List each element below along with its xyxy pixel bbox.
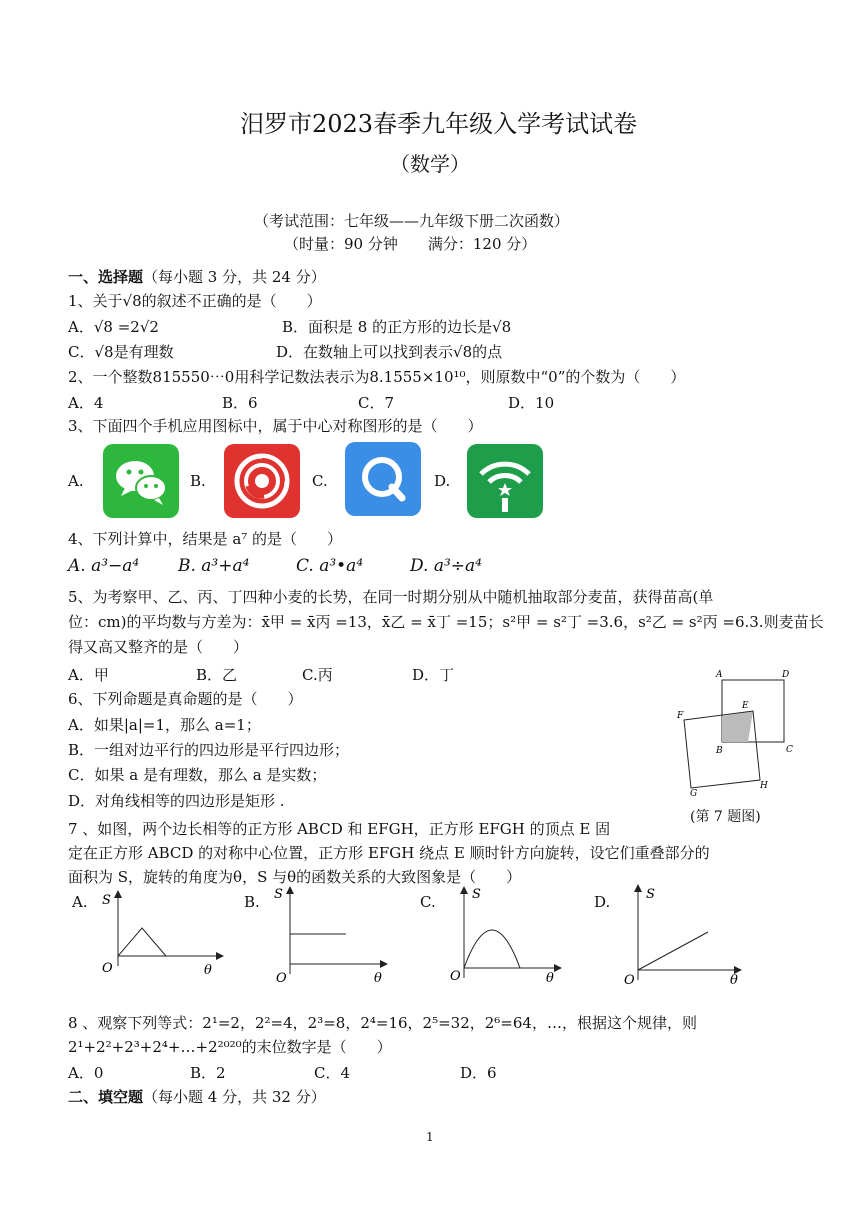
origin-label: O [276, 971, 287, 982]
q2-option-a: A．4 [68, 394, 104, 412]
fig-label-f: F [677, 711, 684, 721]
section-heading-fill [68, 1086, 326, 1107]
section-note: （每小题 3 分，共 24 分） [143, 268, 326, 286]
q3-option-a: A. [68, 472, 84, 490]
fig-label-c: C [786, 745, 793, 755]
q3-stem: 3、下面四个手机应用图标中，属于中心对称图形的是（ ） [68, 417, 483, 435]
q2-option-b: B．6 [222, 394, 258, 412]
q4-option-c: C. a³•a⁴ [296, 556, 364, 576]
q7-figure-caption: (第 7 题图) [690, 809, 761, 825]
page-number: 1 [426, 1130, 434, 1144]
q7-graph-c [448, 882, 588, 982]
section-title: 二、填空题 [68, 1088, 144, 1106]
exam-scope: （考试范围：七年级——九年级下册二次函数） [254, 212, 570, 230]
q5-line1: 5、为考察甲、乙、丙、丁四种小麦的长势，在同一时期分别从中随机抽取部分麦苗，获得苗高(单 [68, 588, 714, 606]
axis-theta-label: θ [204, 963, 212, 976]
q7-graph-a [96, 886, 236, 976]
q1-option-a: A．√8 =2√2 [68, 318, 159, 336]
q1-stem: 1、关于√8的叙述不正确的是（ ） [68, 292, 322, 310]
q7-line2: 定在正方形 ABCD 的对称中心位置，正方形 EFGH 绕点 E 顺时针方向旋转，设它们重叠部分的 [68, 844, 710, 862]
q4-option-b: B. a³+a⁴ [178, 556, 250, 576]
fig-label-e: E [742, 701, 749, 711]
q3-option-c: C. [312, 472, 328, 490]
q6-option-d: D．对角线相等的四边形是矩形 . [68, 792, 285, 810]
q7-graph-b [270, 882, 410, 982]
q8-option-d: D．6 [460, 1064, 497, 1082]
q7-line3: 面积为 S，旋转的角度为θ，S 与θ的函数关系的大致图象是（ ） [68, 868, 522, 886]
q4-stem: 4、下列计算中，结果是 a⁷ 的是（ ） [68, 530, 343, 548]
q5-line2: 位：cm)的平均数与方差为：x̄甲 = x̄丙 =13，x̄乙 = x̄丁 =15；s²甲 = s²丁 =3.6，s²乙 = s²丙 =6.3.则麦苗长 [68, 613, 824, 631]
origin-label: O [102, 961, 113, 976]
exam-subject: （数学） [390, 152, 470, 176]
origin-label: O [624, 973, 635, 984]
q8-line1: 8 、观察下列等式：2¹=2，2²=4，2³=8，2⁴=16，2⁵=32，2⁶=64，…，根据这个规律，则 [68, 1014, 697, 1032]
axis-s-label: S [472, 887, 481, 902]
axis-theta-label: θ [730, 973, 738, 984]
q6-option-a: A．如果|a|=1，那么 a=1； [68, 716, 261, 734]
section-heading-choice [68, 266, 326, 287]
axis-theta-label: θ [374, 971, 382, 982]
q5-option-a: A．甲 [68, 666, 109, 684]
wifi-tower-icon [467, 444, 543, 518]
wechat-icon [103, 444, 179, 518]
q8-option-c: C．4 [314, 1064, 351, 1082]
fig-label-d: D [782, 670, 790, 680]
q5-option-b: B．乙 [196, 666, 238, 684]
q4-option-d: D. a³÷a⁴ [410, 556, 482, 576]
axis-s-label: S [274, 887, 283, 902]
q7-option-a: A. [72, 893, 88, 911]
q5-option-c: C.丙 [302, 666, 333, 684]
section-note: （每小题 4 分，共 32 分） [143, 1088, 326, 1106]
axis-s-label: S [102, 893, 111, 908]
fig-label-h: H [760, 781, 768, 791]
exam-time-score: （时量：90 分钟 满分：120 分） [284, 235, 537, 253]
q1-option-c: C．√8是有理数 [68, 343, 174, 361]
axis-s-label: S [646, 887, 655, 902]
origin-label: O [450, 969, 461, 982]
q6-option-b: B．一组对边平行的四边形是平行四边形； [68, 741, 350, 759]
q1-option-b: B．面积是 8 的正方形的边长是√8 [282, 318, 512, 336]
q8-line2: 2¹+2²+2³+2⁴+…+2²⁰²⁰的末位数字是（ ） [68, 1038, 392, 1056]
q7-option-c: C. [420, 893, 436, 911]
q1-option-d: D．在数轴上可以找到表示√8的点 [276, 343, 503, 361]
q-search-icon [345, 442, 421, 516]
q7-option-d: D. [594, 893, 611, 911]
q7-graph-d [622, 880, 762, 984]
q7-line1: 7 、如图，两个边长相等的正方形 ABCD 和 EFGH，正方形 EFGH 的顶点 E 固 [68, 820, 611, 838]
fig-label-g: G [690, 789, 698, 796]
q8-option-a: A．0 [68, 1064, 104, 1082]
q4-option-a: A. a³−a⁴ [68, 556, 140, 576]
q7-option-b: B. [244, 893, 260, 911]
axis-theta-label: θ [546, 971, 554, 982]
q7-figure [672, 666, 802, 796]
q2-stem: 2、一个整数815550⋯0用科学记数法表示为8.1555×10¹⁰，则原数中“0”的个数为（ ） [68, 368, 686, 386]
q2-option-d: D．10 [508, 394, 555, 412]
q5-line3: 得又高又整齐的是（ ） [68, 638, 249, 656]
swirl-logo-icon [224, 444, 300, 518]
q2-option-c: C．7 [358, 394, 395, 412]
exam-title: 汨罗市2023春季九年级入学考试试卷 [240, 110, 638, 138]
q6-stem: 6、下列命题是真命题的是（ ） [68, 690, 303, 708]
q3-option-b: B. [190, 472, 206, 490]
q3-option-d: D. [434, 472, 451, 490]
section-title: 一、选择题 [68, 268, 144, 286]
fig-label-b: B [716, 746, 723, 756]
fig-label-a: A [716, 670, 723, 680]
q6-option-c: C．如果 a 是有理数，那么 a 是实数； [68, 766, 327, 784]
q5-option-d: D．丁 [412, 666, 455, 684]
q8-option-b: B．2 [190, 1064, 226, 1082]
